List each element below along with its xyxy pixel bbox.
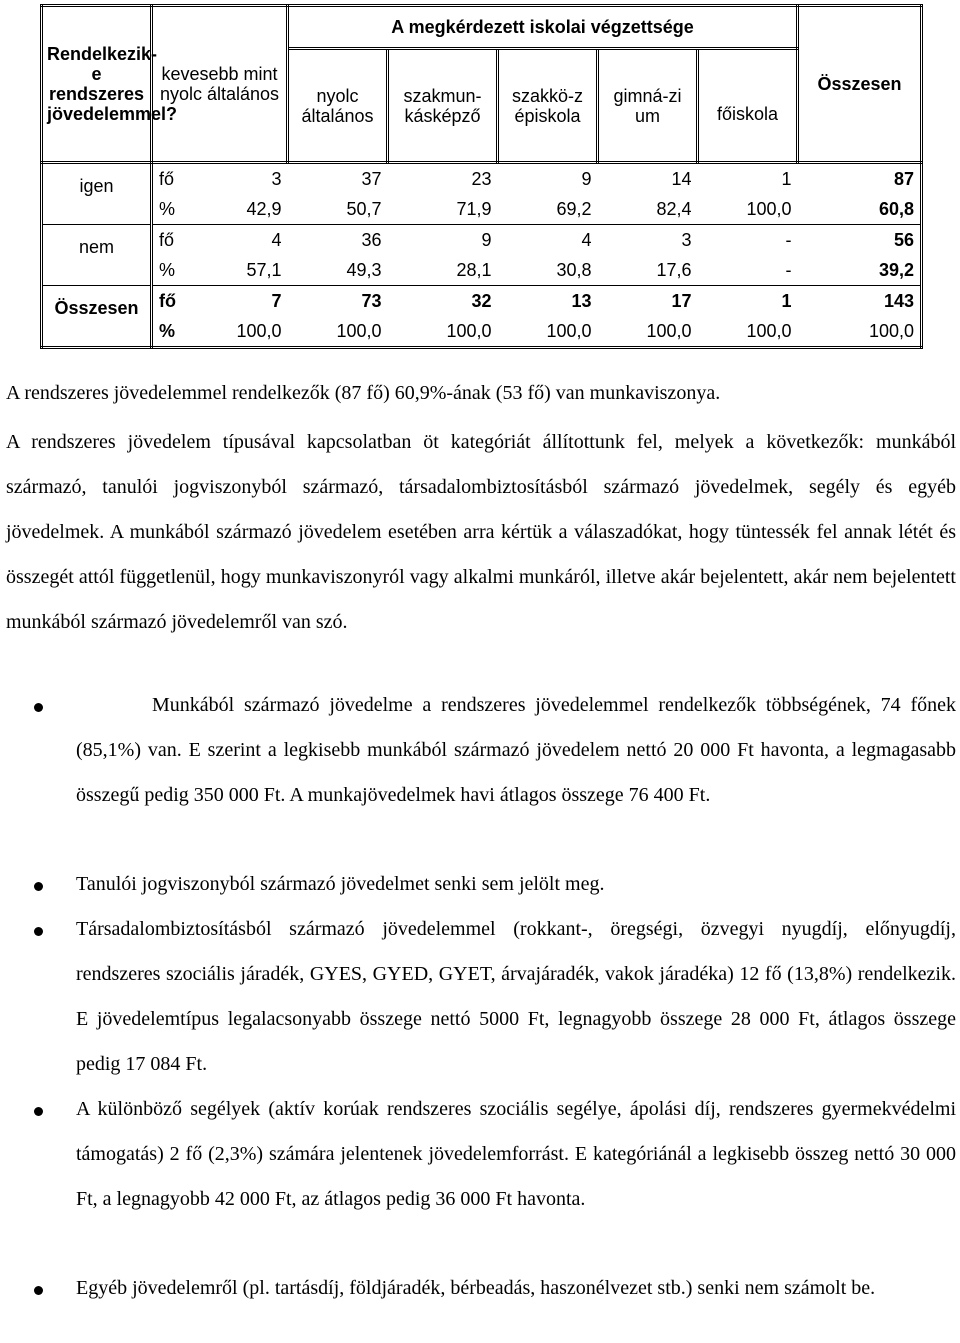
bullet-icon	[34, 1107, 43, 1116]
total-cell: 100,0	[798, 316, 922, 348]
value-cell: 69,2	[498, 194, 598, 225]
unit-cell: %	[152, 316, 188, 348]
value-cell: 32	[471, 291, 492, 311]
column-header-4: gimná-zi um	[598, 49, 698, 163]
bullet-text: A különböző segélyek (aktív korúak rendszeres szociális segélye, ápolási díj, rendszeres gyermekvédelmi támogatás) 2 fő (2,3%) számára jelentenek jövedelemforrást. E kategóriánál a legkisebb összeg nettó 30 000 Ft, a legnagyobb 42 000 Ft, az átlagos pedig 36 000 Ft havonta.	[76, 1098, 956, 1210]
bullet-icon	[34, 882, 43, 891]
value-cell: 9	[481, 230, 492, 250]
total-cell: 143	[798, 286, 922, 317]
total-cell: 56	[798, 225, 922, 256]
row-label-igen: igen	[42, 163, 152, 225]
bullet-text: Tanulói jogviszonyból származó jövedelmet senki sem jelölt meg.	[76, 873, 605, 895]
total-header: Összesen	[798, 6, 922, 163]
value-cell: 57,1	[188, 255, 288, 286]
value-cell: 100,0	[388, 316, 498, 348]
value-cell: 100,0	[698, 194, 798, 225]
value-cell: 82,4	[598, 194, 698, 225]
bullet-icon	[34, 1286, 43, 1295]
value-cell: 100,0	[598, 316, 698, 348]
unit-cell: fő	[159, 230, 175, 250]
bullet-icon	[34, 927, 43, 936]
unit-cell: %	[152, 255, 188, 286]
bullet-item	[0, 862, 960, 907]
value-cell: 1	[781, 291, 792, 311]
unit-cell: %	[152, 194, 188, 225]
total-cell: 87	[798, 163, 922, 195]
value-cell: -	[785, 230, 792, 250]
value-cell: 3	[271, 169, 282, 189]
value-cell: 3	[681, 230, 692, 250]
value-cell: 100,0	[698, 316, 798, 348]
column-header-3: szakkö-z épiskola	[498, 49, 598, 163]
paragraph-employment: A rendszeres jövedelemmel rendelkezők (87 fő) 60,9%-ának (53 fő) van munkaviszonya.	[6, 382, 721, 404]
bullet-item	[0, 907, 960, 1087]
value-cell: 50,7	[288, 194, 388, 225]
column-header-5: főiskola	[698, 49, 798, 163]
value-cell: 1	[781, 169, 792, 189]
column-header-0: kevesebb mint nyolc általános	[152, 6, 288, 163]
value-cell: 9	[581, 169, 592, 189]
income-education-table	[40, 4, 920, 349]
value-cell: 30,8	[498, 255, 598, 286]
value-cell: 14	[671, 169, 692, 189]
unit-cell: fő	[159, 169, 175, 189]
column-header-2: szakmun-kásképző	[388, 49, 498, 163]
value-cell: -	[698, 255, 798, 286]
value-cell: 100,0	[188, 316, 288, 348]
bullet-text: Munkából származó jövedelme a rendszeres jövedelemmel rendelkezők többségének, 74 főnek (85,1%) van. E szerint a legkisebb munkából származó jövedelem nettó 20 000 Ft havonta, a legmagasabb összegű pedig 350 000 Ft. A munkajövedelmek havi átlagos összege 76 400 Ft.	[76, 694, 956, 806]
value-cell: 17,6	[598, 255, 698, 286]
value-cell: 36	[361, 230, 382, 250]
bullet-item	[0, 1087, 960, 1222]
value-cell: 4	[581, 230, 592, 250]
value-cell: 100,0	[288, 316, 388, 348]
value-cell: 100,0	[498, 316, 598, 348]
bullet-text: Egyéb jövedelemről (pl. tartásdíj, földjáradék, bérbeadás, haszonélvezet stb.) senki nem számolt be.	[76, 1277, 876, 1299]
value-cell: 37	[361, 169, 382, 189]
total-cell: 39,2	[798, 255, 922, 286]
column-header-1: nyolc általános	[288, 49, 388, 163]
group-header: A megkérdezett iskolai végzettsége	[288, 6, 798, 49]
value-cell: 17	[671, 291, 692, 311]
unit-cell: fő	[159, 291, 176, 311]
value-cell: 13	[571, 291, 592, 311]
total-cell: 60,8	[798, 194, 922, 225]
value-cell: 73	[361, 291, 382, 311]
value-cell: 4	[271, 230, 282, 250]
bullet-icon	[34, 703, 43, 712]
value-cell: 7	[271, 291, 282, 311]
value-cell: 28,1	[388, 255, 498, 286]
bullet-item	[0, 1266, 960, 1311]
value-cell: 49,3	[288, 255, 388, 286]
bullet-text: Társadalombiztosításból származó jövedelemmel (rokkant-, öregségi, özvegyi nyugdíj, előnyugdíj, rendszeres szociális járadék, GYES, GYED, GYET, árvajáradék, vakok járadéka) 12 fő (13,8%) rendelkezik. E jövedelemtípus legalacsonyabb összege nettó 5000 Ft, legnagyobb összege 28 000 Ft, átlagos összege pedig 17 084 Ft.	[76, 918, 956, 1075]
value-cell: 23	[471, 169, 492, 189]
row-label-osszesen: Összesen	[42, 286, 152, 348]
value-cell: 71,9	[388, 194, 498, 225]
bullet-item	[0, 683, 960, 818]
row-label-nem: nem	[42, 225, 152, 286]
row-label-header: Rendelkezik-e rendszeres jövedelemmel?	[42, 6, 152, 163]
value-cell: 42,9	[188, 194, 288, 225]
paragraph-income-types: A rendszeres jövedelem típusával kapcsolatban öt kategóriát állítottunk fel, melyek a következők: munkából származó, tanulói jogviszonyból származó, társadalombiztosításból származó jövedelmek, segély és egyéb jövedelmek. A munkából származó jövedelem esetében arra kértük a válaszadókat, hogy tüntessék fel annak létét és összegét attól függetlenül, hogy munkaviszonyról vagy alkalmi munkáról, illetve akár bejelentett, akár nem bejelentett munkából származó jövedelemről van szó.	[6, 431, 956, 633]
